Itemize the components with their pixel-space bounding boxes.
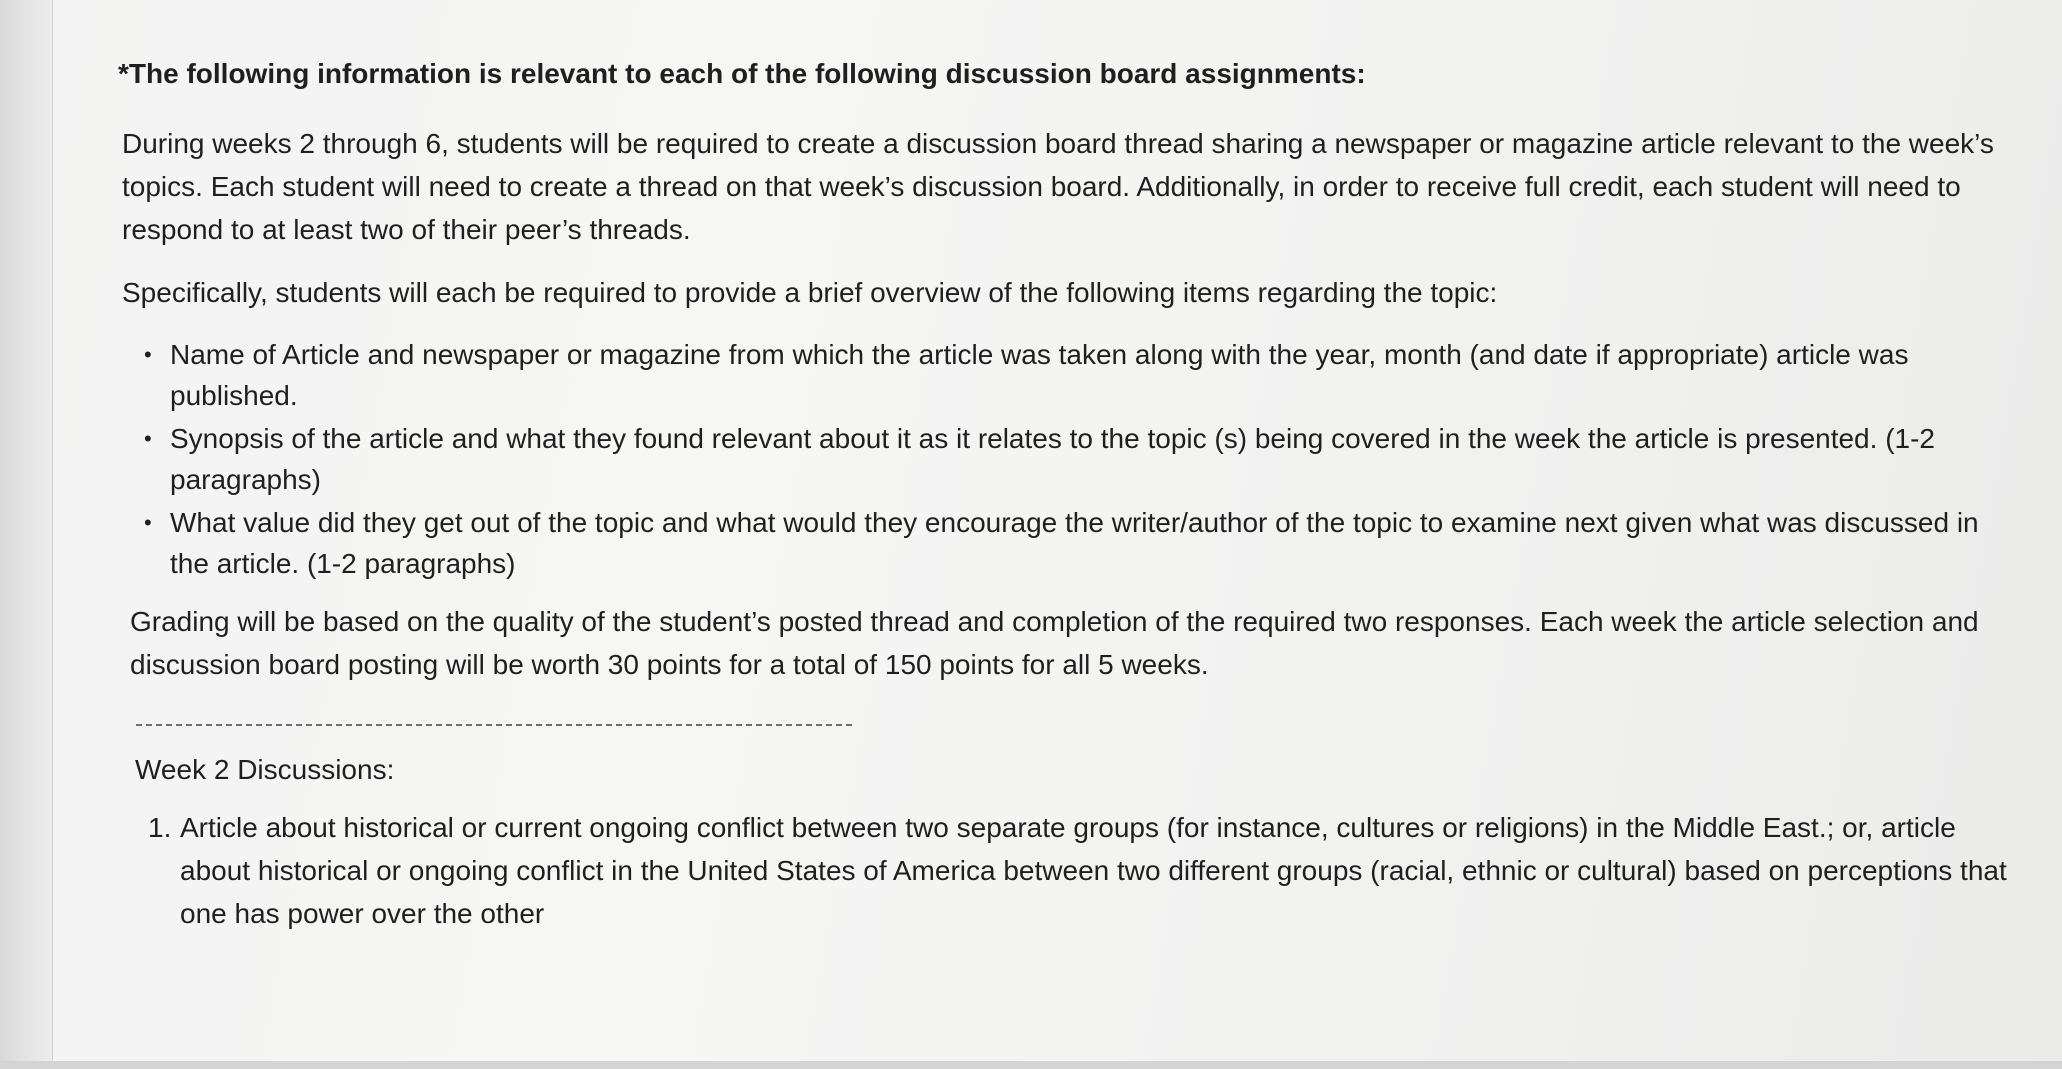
dashed-divider — [136, 724, 852, 726]
list-item-text: Article about historical or current ongoing conflict between two separate groups (for instance, cultures or religions) in the Middle East.; or, article about historical or ongoing conflict in the United States of America between two different groups (racial, ethnic or cultural) based on perceptions that one has power over the other — [180, 812, 2007, 929]
left-bezel — [0, 0, 53, 1069]
requirements-lead: Specifically, students will each be required to provide a brief overview of the following items regarding the topic: — [122, 277, 1498, 308]
intro-heading: *The following information is relevant to each of the following discussion board assignments: — [118, 58, 1366, 89]
list-item — [144, 418, 2024, 500]
requirements-list — [144, 334, 2024, 584]
bottom-edge — [0, 1061, 2062, 1069]
grading-paragraph: Grading will be based on the quality of the student’s posted thread and completion of the required two responses. Each week the article selection and discussion board posting will be worth 30 points for a total of 150 points for all 5 weeks. — [130, 606, 1979, 680]
bullet-icon: • — [144, 510, 152, 535]
bullet-icon: • — [144, 426, 152, 451]
week2-heading: Week 2 Discussions: — [135, 754, 395, 785]
list-item — [144, 334, 2024, 416]
document-content — [118, 56, 2018, 935]
bullet-icon: • — [144, 342, 152, 367]
list-item-text: Synopsis of the article and what they found relevant about it as it relates to the topic (s) being covered in the week the article is presented. (1-2 paragraphs) — [170, 423, 1935, 495]
list-item — [144, 502, 2024, 584]
list-item-text: What value did they get out of the topic and what would they encourage the writer/author of the topic to examine next given what was discussed in the article. (1-2 paragraphs) — [170, 507, 1979, 579]
overview-paragraph: During weeks 2 through 6, students will be required to create a discussion board thread sharing a newspaper or magazine article relevant to the week’s topics. Each student will need to create a thread on that week’s discussion board. Additionally, in order to receive full credit, each student will need to respond to at least two of their peer’s threads. — [122, 128, 1994, 245]
week2-list — [148, 806, 2008, 935]
list-item — [148, 806, 2008, 935]
list-item-number: 1. — [148, 812, 172, 843]
list-item-text: Name of Article and newspaper or magazine from which the article was taken along with the year, month (and date if appropriate) article was published. — [170, 339, 1909, 411]
